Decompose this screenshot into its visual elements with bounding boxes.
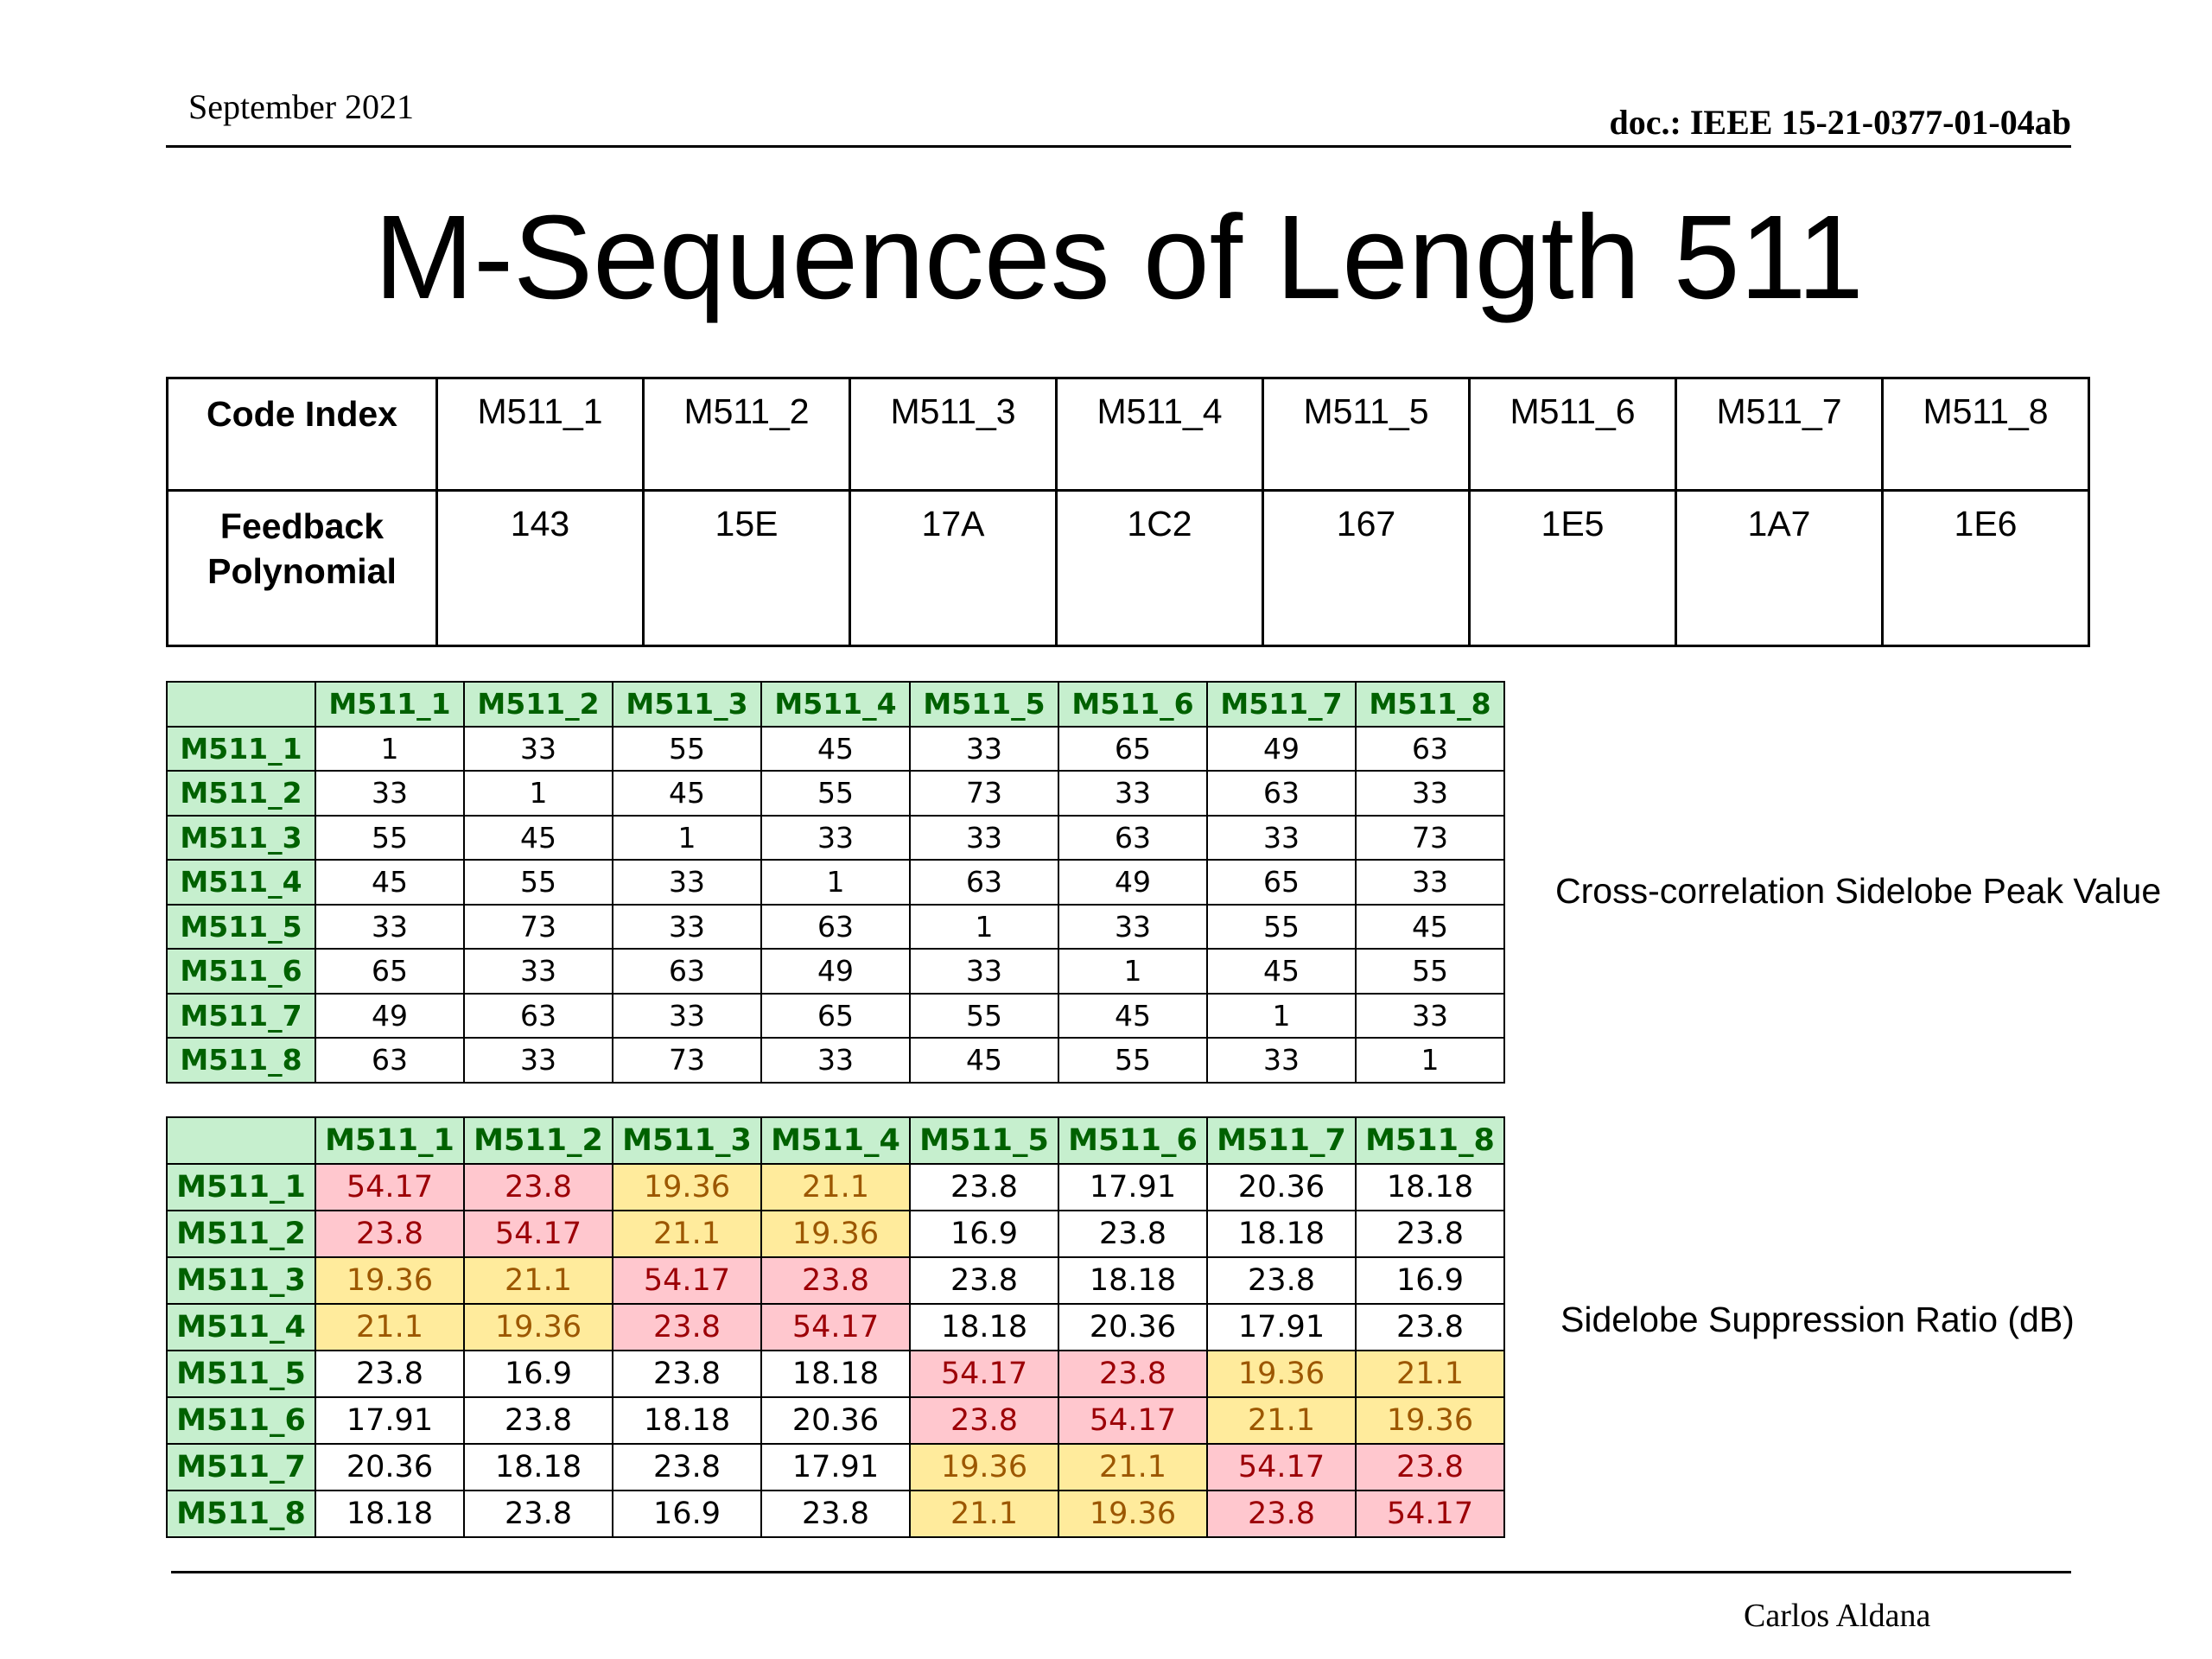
polynomial-cell: 15E [644,491,850,646]
matrix-cell: 49 [1058,860,1207,905]
matrix-cell: 21.1 [315,1304,464,1351]
matrix-row-header: M511_5 [167,905,315,950]
matrix-cell: 19.36 [761,1211,910,1257]
matrix-cell: 17.91 [1207,1304,1356,1351]
matrix-cell: 23.8 [315,1351,464,1397]
matrix-cell: 73 [613,1038,761,1083]
matrix-row [167,727,1504,772]
matrix-row-header: M511_6 [167,949,315,994]
matrix-row [167,1444,1504,1491]
matrix-cell: 23.8 [910,1257,1058,1304]
matrix-cell: 23.8 [761,1257,910,1304]
matrix-cell: 20.36 [761,1397,910,1444]
matrix-cell: 54.17 [761,1304,910,1351]
matrix-cell: 63 [613,949,761,994]
matrix-cell: 49 [761,949,910,994]
matrix-cell: 23.8 [315,1211,464,1257]
matrix-cell: 23.8 [1058,1351,1207,1397]
matrix-cell: 33 [910,727,1058,772]
matrix-cell: 73 [910,771,1058,816]
polynomial-cell: 17A [850,491,1057,646]
matrix-cell: 19.36 [315,1257,464,1304]
matrix-cell: 33 [613,860,761,905]
matrix-cell: 17.91 [1058,1164,1207,1211]
matrix-cell: 19.36 [1356,1397,1504,1444]
matrix-column-header: M511_1 [315,682,464,727]
feedback-polynomial-label: Feedback Polynomial [168,491,437,646]
matrix-cell: 33 [464,1038,613,1083]
matrix-cell: 18.18 [613,1397,761,1444]
matrix-cell: 33 [613,905,761,950]
matrix-cell: 49 [315,994,464,1039]
matrix-row [167,1164,1504,1211]
matrix-row [167,771,1504,816]
header-doc-id: doc.: IEEE 15-21-0377-01-04ab [1609,103,2071,142]
matrix-cell: 49 [1207,727,1356,772]
matrix-cell: 1 [1058,949,1207,994]
matrix-cell: 65 [761,994,910,1039]
matrix-row [167,1397,1504,1444]
matrix-cell: 16.9 [1356,1257,1504,1304]
matrix-cell: 33 [613,994,761,1039]
matrix-cell: 33 [464,727,613,772]
matrix-cell: 23.8 [464,1397,613,1444]
polynomial-cell: 1C2 [1057,491,1263,646]
matrix-column-header: M511_1 [315,1117,464,1164]
matrix-row-header: M511_5 [167,1351,315,1397]
matrix-cell: 63 [1356,727,1504,772]
feedback-polynomial-row [168,491,2089,646]
suppression-ratio-table [166,1116,1505,1538]
matrix-cell: 33 [1207,1038,1356,1083]
code-index-cell: M511_7 [1676,378,1883,491]
matrix-row-header: M511_2 [167,771,315,816]
matrix-cell: 63 [464,994,613,1039]
matrix-row-header: M511_3 [167,1257,315,1304]
matrix-cell: 17.91 [315,1397,464,1444]
matrix-cell: 54.17 [315,1164,464,1211]
matrix-cell: 23.8 [910,1164,1058,1211]
matrix-column-header: M511_7 [1207,682,1356,727]
matrix-cell: 45 [761,727,910,772]
matrix-row [167,816,1504,861]
matrix-cell: 55 [1207,905,1356,950]
matrix-row-header: M511_4 [167,860,315,905]
matrix-cell: 1 [761,860,910,905]
matrix-cell: 54.17 [1058,1397,1207,1444]
matrix-cell: 45 [464,816,613,861]
matrix-cell: 54.17 [1356,1491,1504,1537]
matrix-column-header: M511_2 [464,682,613,727]
matrix-cell: 33 [1356,994,1504,1039]
matrix-cell: 21.1 [464,1257,613,1304]
matrix-cell: 16.9 [464,1351,613,1397]
matrix-cell: 23.8 [613,1351,761,1397]
matrix-cell: 21.1 [1356,1351,1504,1397]
matrix-cell: 23.8 [1356,1444,1504,1491]
matrix-cell: 20.36 [1207,1164,1356,1211]
matrix-cell: 20.36 [315,1444,464,1491]
matrix-cell: 73 [464,905,613,950]
matrix-cell: 23.8 [1356,1211,1504,1257]
code-index-cell: M511_4 [1057,378,1263,491]
code-index-cell: M511_6 [1470,378,1676,491]
matrix-cell: 23.8 [613,1304,761,1351]
matrix-cell: 63 [761,905,910,950]
matrix-column-header: M511_6 [1058,1117,1207,1164]
matrix-row [167,949,1504,994]
suppression-ratio-label: Sidelobe Suppression Ratio (dB) [1560,1300,2075,1339]
matrix-row-header: M511_7 [167,1444,315,1491]
matrix-cell: 63 [1058,816,1207,861]
matrix-cell: 33 [910,949,1058,994]
matrix-cell: 33 [1356,860,1504,905]
matrix-column-header: M511_4 [761,682,910,727]
matrix-cell: 45 [1058,994,1207,1039]
footer-author: Carlos Aldana [1744,1598,1931,1634]
matrix-cell: 1 [315,727,464,772]
matrix-cell: 33 [315,905,464,950]
matrix-cell: 23.8 [1207,1257,1356,1304]
matrix-cell: 19.36 [1207,1351,1356,1397]
cross-correlation-label: Cross-correlation Sidelobe Peak Value [1555,871,2162,911]
matrix-row-header: M511_4 [167,1304,315,1351]
code-index-row [168,378,2089,491]
matrix-column-header: M511_5 [910,1117,1058,1164]
matrix-cell: 65 [315,949,464,994]
matrix-cell: 19.36 [613,1164,761,1211]
matrix-row [167,1304,1504,1351]
matrix-cell: 54.17 [464,1211,613,1257]
matrix-cell: 45 [315,860,464,905]
matrix-cell: 45 [1207,949,1356,994]
matrix-cell: 23.8 [910,1397,1058,1444]
matrix-row [167,1491,1504,1537]
matrix-cell: 18.18 [1058,1257,1207,1304]
matrix-cell: 33 [761,1038,910,1083]
matrix-corner-cell [167,682,315,727]
matrix-row [167,1257,1504,1304]
matrix-row-header: M511_3 [167,816,315,861]
matrix-cell: 23.8 [761,1491,910,1537]
matrix-cell: 55 [1058,1038,1207,1083]
matrix-cell: 55 [910,994,1058,1039]
matrix-cell: 73 [1356,816,1504,861]
matrix-cell: 19.36 [464,1304,613,1351]
matrix-column-header: M511_4 [761,1117,910,1164]
matrix-row-header: M511_6 [167,1397,315,1444]
matrix-row-header: M511_1 [167,1164,315,1211]
matrix-cell: 18.18 [910,1304,1058,1351]
matrix-row-header: M511_2 [167,1211,315,1257]
matrix-column-header: M511_3 [613,1117,761,1164]
matrix-cell: 55 [315,816,464,861]
matrix-cell: 45 [613,771,761,816]
matrix-cell: 21.1 [1207,1397,1356,1444]
header-date: September 2021 [188,87,415,126]
matrix-cell: 18.18 [315,1491,464,1537]
matrix-cell: 45 [910,1038,1058,1083]
matrix-cell: 33 [1356,771,1504,816]
matrix-cell: 23.8 [464,1164,613,1211]
matrix-cell: 18.18 [1207,1211,1356,1257]
matrix-row [167,1351,1504,1397]
slide-title: M-Sequences of Length 511 [374,191,1864,324]
matrix-cell: 33 [315,771,464,816]
code-index-cell: M511_5 [1263,378,1470,491]
matrix-cell: 18.18 [761,1351,910,1397]
code-index-cell: M511_8 [1883,378,2089,491]
matrix-cell: 18.18 [1356,1164,1504,1211]
matrix-cell: 23.8 [1207,1491,1356,1537]
matrix-cell: 54.17 [613,1257,761,1304]
matrix-row-header: M511_7 [167,994,315,1039]
matrix-row-header: M511_1 [167,727,315,772]
matrix-column-header: M511_8 [1356,682,1504,727]
matrix-column-header: M511_3 [613,682,761,727]
matrix-cell: 33 [1058,771,1207,816]
polynomial-cell: 1E5 [1470,491,1676,646]
cross-correlation-table [166,681,1505,1084]
matrix-cell: 16.9 [910,1211,1058,1257]
matrix-cell: 55 [613,727,761,772]
code-index-cell: M511_2 [644,378,850,491]
matrix-cell: 21.1 [761,1164,910,1211]
matrix-cell: 17.91 [761,1444,910,1491]
matrix-column-header: M511_5 [910,682,1058,727]
matrix-cell: 1 [464,771,613,816]
matrix-corner-cell [167,1117,315,1164]
matrix-header-row [167,1117,1504,1164]
matrix-cell: 55 [1356,949,1504,994]
matrix-cell: 54.17 [1207,1444,1356,1491]
matrix-cell: 54.17 [910,1351,1058,1397]
matrix-cell: 55 [761,771,910,816]
matrix-row [167,905,1504,950]
matrix-cell: 1 [613,816,761,861]
matrix-cell: 65 [1207,860,1356,905]
polynomial-cell: 1A7 [1676,491,1883,646]
matrix-cell: 19.36 [1058,1491,1207,1537]
matrix-cell: 33 [761,816,910,861]
matrix-row-header: M511_8 [167,1491,315,1537]
matrix-cell: 33 [1058,905,1207,950]
polynomial-cell: 143 [437,491,644,646]
matrix-column-header: M511_6 [1058,682,1207,727]
matrix-cell: 20.36 [1058,1304,1207,1351]
matrix-header-row [167,682,1504,727]
code-index-cell: M511_1 [437,378,644,491]
code-index-cell: M511_3 [850,378,1057,491]
matrix-row [167,1038,1504,1083]
matrix-cell: 33 [1207,816,1356,861]
matrix-cell: 21.1 [613,1211,761,1257]
matrix-cell: 19.36 [910,1444,1058,1491]
matrix-row-header: M511_8 [167,1038,315,1083]
matrix-cell: 23.8 [464,1491,613,1537]
matrix-cell: 55 [464,860,613,905]
matrix-cell: 18.18 [464,1444,613,1491]
matrix-column-header: M511_7 [1207,1117,1356,1164]
matrix-cell: 63 [910,860,1058,905]
matrix-cell: 21.1 [1058,1444,1207,1491]
matrix-cell: 1 [910,905,1058,950]
matrix-cell: 23.8 [613,1444,761,1491]
code-index-label: Code Index [168,378,437,491]
matrix-cell: 23.8 [1356,1304,1504,1351]
matrix-cell: 16.9 [613,1491,761,1537]
matrix-cell: 1 [1356,1038,1504,1083]
matrix-row [167,1211,1504,1257]
matrix-cell: 33 [910,816,1058,861]
polynomial-cell: 1E6 [1883,491,2089,646]
matrix-cell: 45 [1356,905,1504,950]
footer-rule [171,1571,2071,1573]
polynomial-cell: 167 [1263,491,1470,646]
matrix-cell: 65 [1058,727,1207,772]
matrix-cell: 33 [464,949,613,994]
matrix-cell: 63 [315,1038,464,1083]
matrix-row [167,860,1504,905]
matrix-cell: 23.8 [1058,1211,1207,1257]
matrix-column-header: M511_2 [464,1117,613,1164]
header-rule [166,145,2071,148]
matrix-column-header: M511_8 [1356,1117,1504,1164]
matrix-row [167,994,1504,1039]
matrix-cell: 21.1 [910,1491,1058,1537]
matrix-cell: 63 [1207,771,1356,816]
matrix-cell: 1 [1207,994,1356,1039]
code-index-table [166,377,2090,647]
